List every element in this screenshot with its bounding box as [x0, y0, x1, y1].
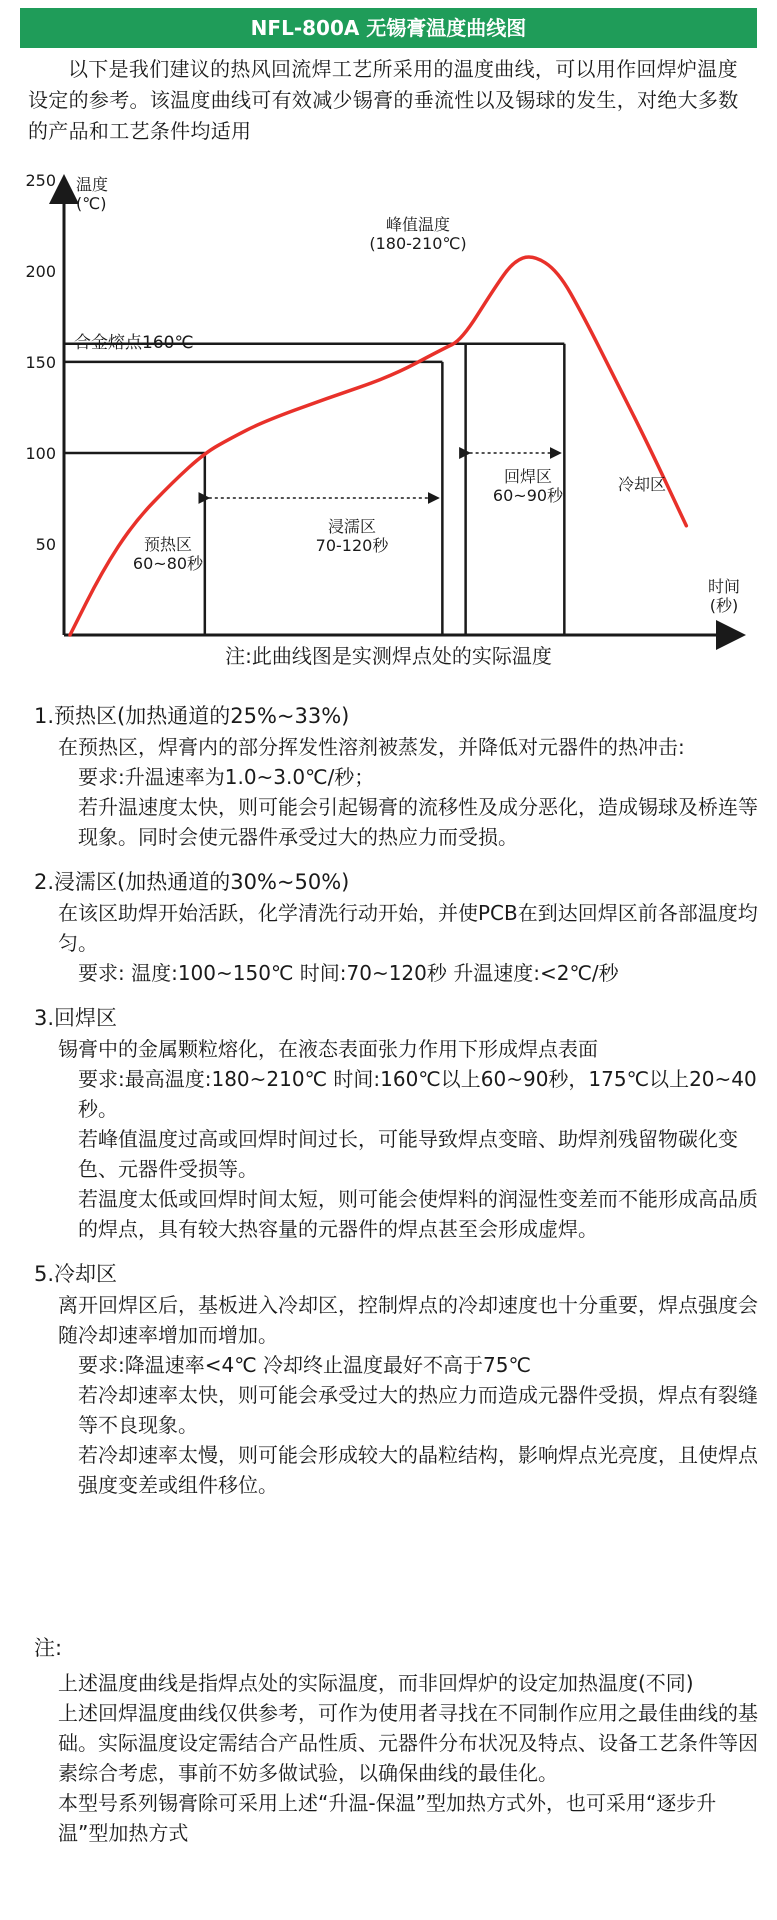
section-title: 5.冷却区	[34, 1262, 118, 1286]
section-3	[28, 1002, 758, 1244]
notes-block	[28, 1632, 758, 1848]
y-tick-label: 200	[25, 261, 56, 281]
section-line: 若峰值温度过高或回焊时间过长，可能导致焊点变暗、助焊剂残留物碳化变色、元器件受损等。	[78, 1127, 738, 1181]
notes-title: 注:	[34, 1636, 63, 1660]
chart-caption: 注:此曲线图是实测焊点处的实际温度	[225, 644, 552, 668]
sections-container	[28, 700, 758, 1514]
section-line: 若冷却速率太慢，则可能会形成较大的晶粒结构，影响焊点光亮度，且使焊点强度变差或组件移位。	[78, 1443, 758, 1497]
note-item: 本型号系列锡膏除可采用上述“升温-保温”型加热方式外，也可采用“逐步升温”型加热方式	[58, 1791, 717, 1845]
section-line: 要求:降温速率<4℃ 冷却终止温度最好不高于75℃	[78, 1353, 531, 1377]
section-title: 1.预热区(加热通道的25%~33%)	[34, 704, 350, 728]
preheat-label: 预热区	[143, 535, 193, 554]
header-title: NFL-800A 无锡膏温度曲线图	[250, 16, 527, 40]
section-2	[28, 866, 758, 988]
section-line: 锡膏中的金属颗粒熔化，在液态表面张力作用下形成焊点表面	[58, 1037, 598, 1061]
soak-label: 70-120秒	[315, 536, 389, 555]
notes-items	[28, 1668, 758, 1848]
chart-svg	[0, 160, 777, 660]
y-tick-label: 150	[25, 352, 56, 372]
temperature-chart	[0, 160, 777, 660]
section-line: 离开回焊区后，基板进入冷却区，控制焊点的冷却速度也十分重要，焊点强度会随冷却速率增加而增加。	[58, 1293, 758, 1347]
preheat-label: 60~80秒	[132, 554, 204, 573]
y-tick-label: 50	[35, 534, 56, 554]
y-axis-label: 温度	[76, 175, 109, 194]
soak-label: 浸濡区	[327, 517, 377, 536]
cool-label: 冷却区	[618, 475, 667, 494]
section-line: 要求:升温速率为1.0~3.0℃/秒；	[78, 765, 375, 789]
section-line: 若升温速度太快，则可能会引起锡膏的流移性及成分恶化，造成锡球及桥连等现象。同时会使元器件承受过大的热应力而受损。	[78, 795, 758, 849]
reflow-label: 回焊区	[503, 467, 553, 486]
section-title: 3.回焊区	[34, 1006, 118, 1030]
note-item: 上述温度曲线是指焊点处的实际温度，而非回焊炉的设定加热温度(不同)	[58, 1671, 694, 1695]
peak-label: 峰值温度	[385, 215, 451, 234]
section-line: 要求:最高温度:180~210℃ 时间:160℃以上60~90秒，175℃以上20~40秒。	[78, 1067, 757, 1121]
y-tick-label: 250	[25, 170, 56, 190]
x-axis-label: (秒)	[709, 596, 739, 615]
melt-label: 合金熔点160℃	[74, 333, 194, 353]
section-line: 在该区助焊开始活跃，化学清洗行动开始，并使PCB在到达回焊区前各部温度均匀。	[58, 901, 758, 955]
note-item: 上述回焊温度曲线仅供参考，可作为使用者寻找在不同制作应用之最佳曲线的基础。实际温度设定需结合产品性质、元器件分布状况及特点、设备工艺条件等因素综合考虑，事前不妨多做试验，以确保曲线的最佳化。	[58, 1701, 758, 1785]
reflow-label: 60~90秒	[492, 486, 564, 505]
peak-label: (180-210℃)	[369, 234, 467, 253]
intro-paragraph: 以下是我们建议的热风回流焊工艺所采用的温度曲线，可以用作回焊炉温度设定的参考。该温度曲线可有效减少锡膏的垂流性以及锡球的发生，对绝大多数的产品和工艺条件均适用	[28, 57, 739, 143]
temperature-curve	[70, 257, 686, 635]
section-title: 2.浸濡区(加热通道的30%~50%)	[34, 870, 350, 894]
section-line: 若温度太低或回焊时间太短，则可能会使焊料的润湿性变差而不能形成高品质的焊点，具有较大热容量的元器件的焊点甚至会形成虚焊。	[78, 1187, 758, 1241]
section-1	[28, 700, 758, 852]
section-4	[28, 1258, 758, 1500]
x-axis-label: 时间	[707, 577, 741, 596]
y-axis-label: (℃)	[76, 194, 107, 213]
y-tick-label: 100	[25, 443, 56, 463]
section-line: 要求: 温度:100~150℃ 时间:70~120秒 升温速度:<2℃/秒	[78, 961, 619, 985]
section-line: 在预热区，焊膏内的部分挥发性溶剂被蒸发，并降低对元器件的热冲击:	[58, 735, 685, 759]
section-line: 若冷却速率太快，则可能会承受过大的热应力而造成元器件受损，焊点有裂缝等不良现象。	[78, 1383, 758, 1437]
page-header	[20, 8, 757, 48]
